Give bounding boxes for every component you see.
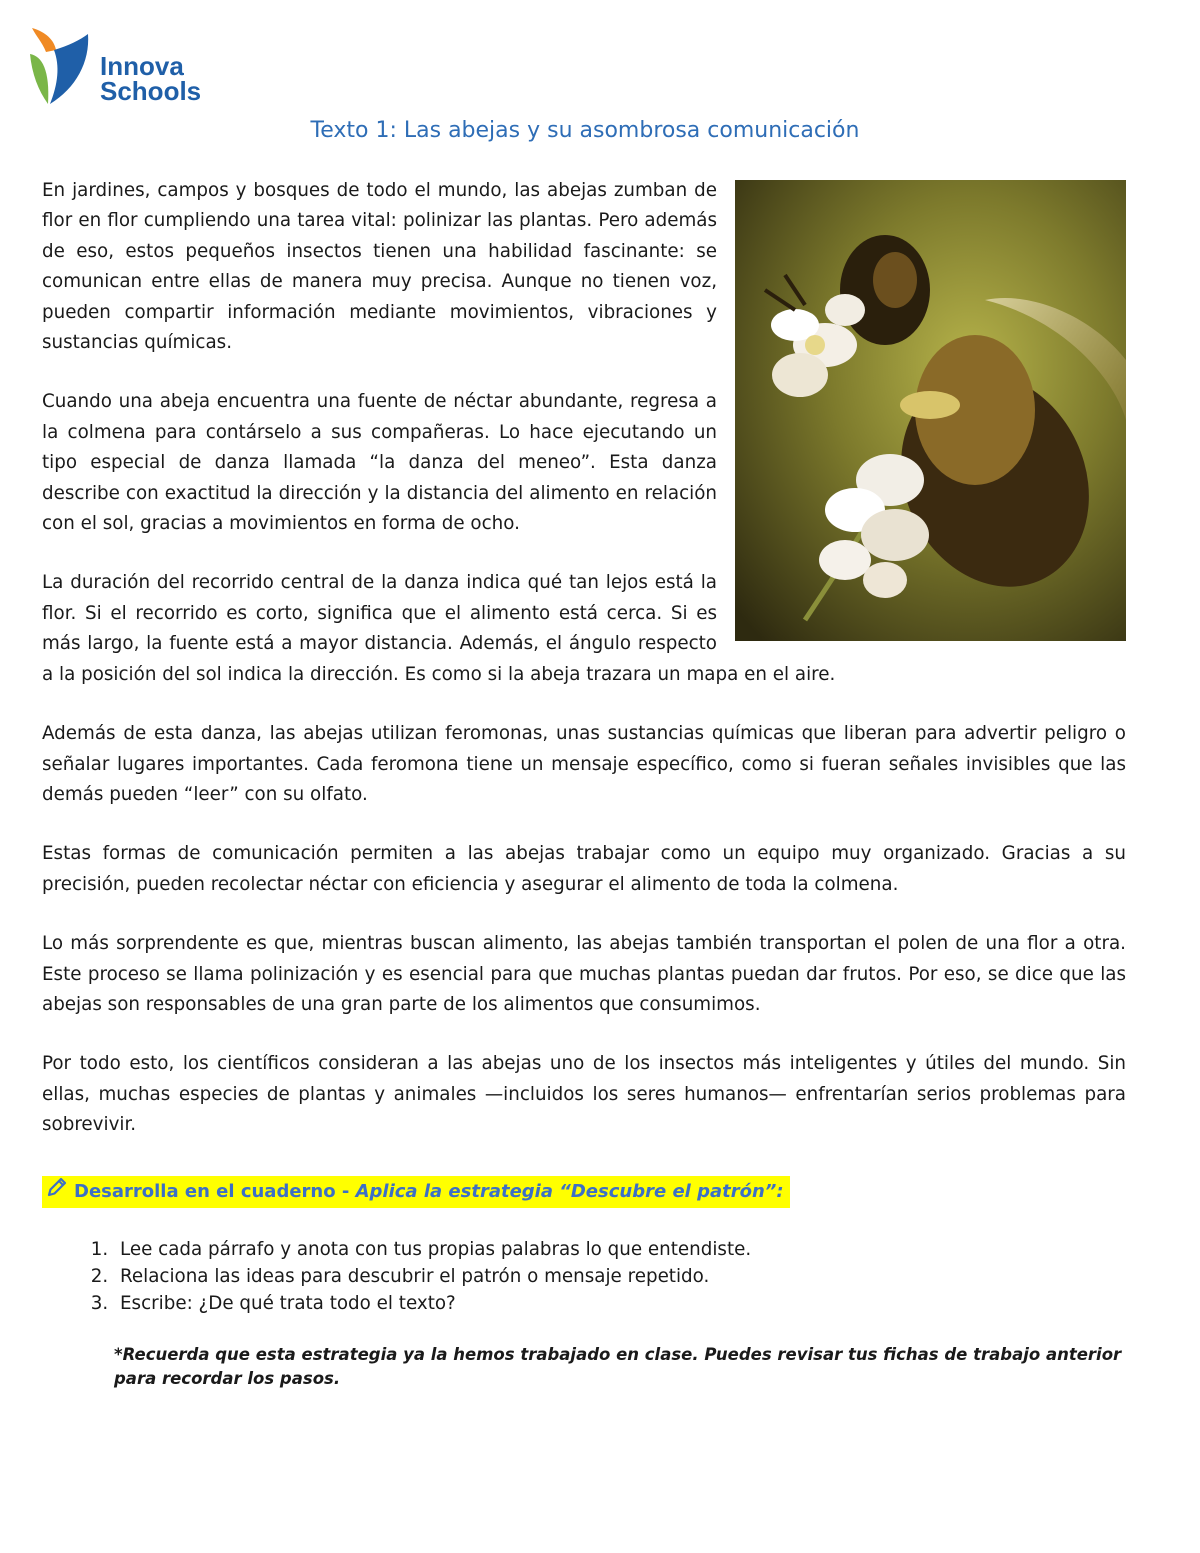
article-body bbox=[42, 176, 1126, 1391]
paragraph: Cuando una abeja encuentra una fuente de néctar abundante, regresa a la colmena para contárselo a sus compañeras. Lo hace ejecutando un tipo especial de danza llamada “la danza del meneo”. Esta danza describe con exactitud la dirección y la distancia del alimento en relación con el sol, gracias a movimientos en forma de ocho. bbox=[42, 391, 717, 535]
paragraph: Estas formas de comunicación permiten a las abejas trabajar como un equipo muy organizado. Gracias a su precisión, pueden recolectar néctar con eficiencia y asegurar el alimento de toda la colmena. bbox=[42, 843, 1126, 895]
logo-mark-icon bbox=[28, 26, 98, 108]
paragraph: La duración del recorrido central de la danza indica qué tan lejos está la flor. Si el recorrido es corto, significa que el alimento está cerca. Si es más largo, la fuente está a mayor distancia. Además, el ángulo respecto a la posición del sol indica la dirección. Es como si la abeja trazara un mapa en el aire. bbox=[42, 572, 836, 685]
brand-line-2: Schools bbox=[100, 76, 202, 106]
task-heading bbox=[42, 1176, 790, 1208]
task-strategy: Aplica la estrategia “Descubre el patrón”: bbox=[355, 1180, 784, 1202]
brand-logo bbox=[28, 26, 218, 108]
list-item: 3. Escribe: ¿De qué trata todo el texto? bbox=[114, 1290, 1126, 1317]
brand-name bbox=[100, 51, 202, 106]
reminder-note: *Recuerda que esta estrategia ya la hemos trabajado en clase. Puedes revisar tus fichas de trabajo anterior para recordar los pasos. bbox=[114, 1344, 1122, 1388]
pencil-icon bbox=[46, 1176, 68, 1208]
paragraph: Lo más sorprendente es que, mientras buscan alimento, las abejas también transportan el polen de una flor a otra. Este proceso se llama polinización y es esencial para que muchas plantas puedan dar frutos. Por eso, se dice que las abejas son responsables de una gran parte de los alimentos que consumimos. bbox=[42, 933, 1126, 1015]
paragraph: Además de esta danza, las abejas utilizan feromonas, unas sustancias químicas que liberan para advertir peligro o señalar lugares importantes. Cada feromona tiene un mensaje específico, como si fueran señales invisibles que las demás pueden “leer” con su olfato. bbox=[42, 723, 1126, 805]
list-item: 1. Lee cada párrafo y anota con tus propias palabras lo que entendiste. bbox=[114, 1236, 1126, 1263]
list-item: 2. Relaciona las ideas para descubrir el patrón o mensaje repetido. bbox=[114, 1263, 1126, 1290]
bee-on-flower-photo bbox=[735, 180, 1126, 641]
paragraph: En jardines, campos y bosques de todo el mundo, las abejas zumban de flor en flor cumpliendo una tarea vital: polinizar las plantas. Pero además de eso, estos pequeños insectos tienen una habilidad fascinante: se comunican entre ellas de manera muy precisa. Aunque no tienen voz, pueden compartir información mediante movimientos, vibraciones y sustancias químicas. bbox=[42, 180, 717, 354]
brand-line-1: Innova bbox=[100, 51, 184, 81]
paragraph: Por todo esto, los científicos consideran a las abejas uno de los insectos más inteligentes y útiles del mundo. Sin ellas, muchas especies de plantas y animales —incluidos los seres humanos— enfrentarían serios problemas para sobrevivir. bbox=[42, 1053, 1126, 1136]
page-title: Texto 1: Las abejas y su asombrosa comunicación bbox=[310, 118, 860, 143]
task-lead: Desarrolla en el cuaderno - bbox=[74, 1180, 356, 1202]
steps-list bbox=[42, 1236, 1126, 1317]
